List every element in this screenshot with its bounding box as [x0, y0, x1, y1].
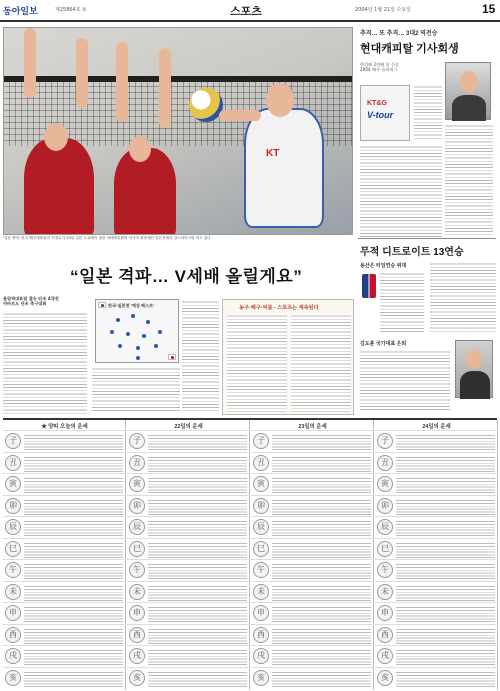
zodiac-sign-icon: 巳	[5, 541, 21, 557]
portrait-shirt	[452, 95, 486, 121]
horoscope-row	[251, 645, 374, 666]
player-portrait-2	[455, 340, 493, 398]
horoscope-row	[3, 473, 126, 494]
horoscope-text	[148, 520, 247, 536]
horoscope-text	[396, 542, 495, 558]
horoscope-text	[272, 477, 371, 493]
horoscope-column-title: ★ 양띠 오늘의 운세	[41, 424, 88, 430]
zodiac-sign-icon: 子	[377, 433, 393, 449]
zodiac-sign-icon: 辰	[377, 519, 393, 535]
zodiac-sign-icon: 子	[129, 433, 145, 449]
horoscope-row	[375, 495, 498, 516]
player-marker	[136, 356, 140, 360]
horoscope-text	[148, 606, 247, 622]
zodiac-sign-icon: 戌	[253, 648, 269, 664]
zodiac-sign-icon: 辰	[129, 519, 145, 535]
horoscope-row	[375, 645, 498, 666]
story-subhead-2b: 김도훈 국가대표 은퇴	[360, 341, 407, 347]
horoscope-text	[24, 585, 123, 601]
blocker-head	[44, 123, 68, 151]
horoscope-text	[148, 456, 247, 472]
zodiac-sign-icon: 巳	[377, 541, 393, 557]
horoscope-row	[251, 495, 374, 516]
zodiac-sign-icon: 未	[253, 584, 269, 600]
horoscope-row	[3, 452, 126, 473]
zodiac-sign-icon: 午	[377, 562, 393, 578]
horoscope-text	[24, 563, 123, 579]
spiker-head	[266, 83, 294, 117]
zodiac-sign-icon: 巳	[253, 541, 269, 557]
zodiac-sign-icon: 子	[5, 433, 21, 449]
horoscope-text	[148, 563, 247, 579]
blocker-arm	[159, 48, 171, 128]
newspaper-logo: 동아일보	[3, 6, 38, 16]
horoscope-text	[148, 434, 247, 450]
story-body-text	[414, 85, 442, 141]
player-marker	[158, 330, 162, 334]
zodiac-sign-icon: 寅	[129, 476, 145, 492]
horoscope-row	[251, 430, 374, 451]
zodiac-sign-icon: 戌	[129, 648, 145, 664]
zodiac-sign-icon: 辰	[5, 519, 21, 535]
horoscope-row	[127, 430, 250, 451]
horoscope-row	[127, 452, 250, 473]
horoscope-row	[127, 538, 250, 559]
japan-flag-icon	[168, 354, 176, 360]
horoscope-text	[396, 649, 495, 665]
horoscope-row	[375, 624, 498, 645]
horoscope-row	[3, 430, 126, 451]
horoscope-text	[396, 671, 495, 687]
story-body-text	[445, 124, 493, 236]
horoscope-text	[396, 499, 495, 515]
horoscope-text	[24, 542, 123, 558]
horoscope-text	[396, 456, 495, 472]
horoscope-row	[3, 495, 126, 516]
korea-flag-icon	[98, 302, 106, 308]
horoscope-text	[272, 671, 371, 687]
blocker-head	[129, 136, 151, 162]
main-story-body	[182, 300, 219, 413]
blocker-player	[24, 138, 94, 235]
nba-logo-icon	[362, 274, 376, 298]
horoscope-row	[127, 624, 250, 645]
horoscope-row	[127, 495, 250, 516]
horoscope-row	[251, 473, 374, 494]
badge-line-2: V-tour	[367, 110, 394, 120]
horoscope-row	[251, 452, 374, 473]
portrait-face	[460, 71, 478, 93]
horoscope-row	[3, 538, 126, 559]
horoscope-text	[272, 542, 371, 558]
horoscope-row	[127, 516, 250, 537]
issue-number: 제25864호 ②	[55, 7, 87, 13]
horoscope-row	[375, 473, 498, 494]
horoscope-text	[24, 499, 123, 515]
horoscope-text	[272, 606, 371, 622]
page-number: 15	[482, 2, 496, 16]
horoscope-text	[272, 628, 371, 644]
horoscope-text	[396, 628, 495, 644]
zodiac-sign-icon: 戌	[377, 648, 393, 664]
sports-sidebar	[222, 299, 354, 415]
horoscope-row	[375, 516, 498, 537]
masthead	[0, 0, 500, 22]
story-subhead-2a: 용산은 티임연승 위대	[360, 263, 407, 269]
sidebar-title: 농구·배구·씨름 - 스포츠는 계속된다	[239, 305, 319, 311]
player-portrait	[445, 62, 491, 120]
horoscope-column-title: 22일의 운세	[174, 424, 203, 430]
horoscope-row	[3, 516, 126, 537]
sidebar-body	[291, 314, 351, 412]
player-marker	[126, 332, 130, 336]
horoscope-row	[3, 559, 126, 580]
horoscope-row	[375, 559, 498, 580]
main-story-body	[3, 312, 87, 414]
horoscope-row	[251, 667, 374, 688]
story-body-text	[360, 350, 450, 412]
main-story-subhead: 올림픽대표팀 결승 단조 4경전 야바르도 단조 축구대회	[3, 296, 59, 307]
horoscope-text	[24, 606, 123, 622]
blocker-player	[114, 148, 176, 235]
horoscope-row	[3, 602, 126, 623]
horoscope-row	[127, 667, 250, 688]
story-body-text	[380, 272, 424, 334]
zodiac-sign-icon: 午	[129, 562, 145, 578]
horoscope-row	[127, 473, 250, 494]
horoscope-row	[127, 645, 250, 666]
horoscope-row	[3, 581, 126, 602]
horoscope-text	[24, 649, 123, 665]
spiker-arm	[219, 110, 261, 121]
horoscope-text	[24, 456, 123, 472]
story-title-2: 무적 디트로이트 13연승	[360, 247, 464, 258]
zodiac-sign-icon: 戌	[5, 648, 21, 664]
divider	[358, 238, 496, 239]
horoscope-row	[375, 430, 498, 451]
player-marker	[110, 330, 114, 334]
story-byline	[360, 62, 399, 73]
horoscope-column	[3, 420, 126, 690]
blocker-arm	[116, 42, 128, 122]
zodiac-sign-icon: 卯	[5, 498, 21, 514]
zodiac-sign-icon: 午	[5, 562, 21, 578]
horoscope-row	[375, 581, 498, 602]
zodiac-sign-icon: 午	[253, 562, 269, 578]
zodiac-sign-icon: 未	[129, 584, 145, 600]
horoscope-column-title: 23일의 운세	[298, 424, 327, 430]
horoscope-text	[396, 434, 495, 450]
horoscope-text	[272, 434, 371, 450]
player-marker	[142, 334, 146, 338]
zodiac-sign-icon: 寅	[5, 476, 21, 492]
zodiac-sign-icon: 亥	[377, 670, 393, 686]
blocker-arm	[24, 28, 36, 98]
formation-title: 한국-일본전 '예상 베스트'	[108, 303, 155, 308]
horoscope-text	[24, 520, 123, 536]
main-headline: “일본 격파… V세배 올릴게요”	[70, 267, 303, 286]
story-title: 현대캐피탈 기사회생	[360, 43, 459, 55]
player-marker	[146, 320, 150, 324]
zodiac-sign-icon: 酉	[5, 627, 21, 643]
horoscope-text	[148, 499, 247, 515]
horoscope-row	[251, 602, 374, 623]
spiker-player	[244, 108, 324, 228]
kt-logo: KT	[266, 148, 280, 159]
zodiac-sign-icon: 丑	[253, 455, 269, 471]
horoscope-row	[127, 559, 250, 580]
zodiac-sign-icon: 巳	[129, 541, 145, 557]
horoscope-text	[272, 456, 371, 472]
horoscope-row	[251, 581, 374, 602]
zodiac-sign-icon: 酉	[377, 627, 393, 643]
zodiac-sign-icon: 卯	[253, 498, 269, 514]
horoscope-text	[148, 542, 247, 558]
portrait-face	[466, 349, 482, 369]
horoscope-row	[375, 452, 498, 473]
horoscope-text	[148, 585, 247, 601]
section-title: 스포츠	[230, 6, 262, 18]
horoscope-text	[272, 520, 371, 536]
horoscope-text	[396, 585, 495, 601]
zodiac-sign-icon: 亥	[5, 670, 21, 686]
horoscope-column	[375, 420, 498, 690]
player-marker	[136, 346, 140, 350]
horoscope-text	[148, 628, 247, 644]
horoscope-text	[272, 649, 371, 665]
horoscope-text	[396, 477, 495, 493]
formation-map	[95, 299, 179, 363]
zodiac-sign-icon: 未	[377, 584, 393, 600]
issue-date: 2004년 1월 21일 수요일	[355, 7, 412, 13]
zodiac-sign-icon: 酉	[253, 627, 269, 643]
zodiac-sign-icon: 卯	[377, 498, 393, 514]
zodiac-sign-icon: 未	[5, 584, 21, 600]
horoscope-column-title: 24일의 운세	[422, 424, 451, 430]
horoscope-row	[375, 538, 498, 559]
horoscope-section	[3, 418, 497, 688]
horoscope-text	[272, 499, 371, 515]
story-kicker: 추격… 또 추격… 3대2 역전승	[360, 31, 438, 37]
player-marker	[131, 314, 135, 318]
zodiac-sign-icon: 酉	[129, 627, 145, 643]
zodiac-sign-icon: 寅	[253, 476, 269, 492]
horoscope-text	[272, 585, 371, 601]
zodiac-sign-icon: 亥	[253, 670, 269, 686]
main-story-body	[92, 367, 180, 413]
player-marker	[154, 344, 158, 348]
horoscope-text	[148, 649, 247, 665]
horoscope-row	[251, 624, 374, 645]
horoscope-column	[127, 420, 250, 690]
horoscope-text	[24, 477, 123, 493]
volleyball	[189, 88, 223, 122]
zodiac-sign-icon: 申	[253, 605, 269, 621]
zodiac-sign-icon: 辰	[253, 519, 269, 535]
story-body-text	[430, 262, 496, 334]
player-marker	[116, 318, 120, 322]
zodiac-sign-icon: 卯	[129, 498, 145, 514]
horoscope-row	[127, 602, 250, 623]
zodiac-sign-icon: 丑	[377, 455, 393, 471]
story-subhead: 한전에 2연패 뒤 신승 2004 배구 슈퍼리그	[360, 62, 400, 73]
zodiac-sign-icon: 丑	[129, 455, 145, 471]
photo-caption: '일본 꺾어' 한국 배구대표팀의 이경수가 20일 일본 도쿄에서 열린 아테네올림픽 아시아 최종예선 일본전에서 강스파이크를 하고 있다.	[3, 236, 212, 240]
horoscope-text	[396, 520, 495, 536]
zodiac-sign-icon: 丑	[5, 455, 21, 471]
zodiac-sign-icon: 申	[5, 605, 21, 621]
horoscope-text	[396, 563, 495, 579]
horoscope-text	[396, 606, 495, 622]
portrait-shirt	[460, 371, 490, 399]
main-photo	[3, 27, 353, 235]
zodiac-sign-icon: 申	[129, 605, 145, 621]
horoscope-text	[24, 628, 123, 644]
horoscope-text	[272, 563, 371, 579]
horoscope-text	[148, 477, 247, 493]
horoscope-row	[251, 538, 374, 559]
horoscope-row	[375, 667, 498, 688]
horoscope-row	[3, 667, 126, 688]
sidebar-body	[227, 314, 287, 412]
kt-vtour-badge	[360, 85, 410, 141]
horoscope-text	[24, 434, 123, 450]
horoscope-row	[3, 624, 126, 645]
horoscope-column	[251, 420, 374, 690]
horoscope-row	[375, 602, 498, 623]
story-body-text	[360, 145, 442, 237]
badge-line-1: KT&G	[367, 100, 387, 107]
zodiac-sign-icon: 申	[377, 605, 393, 621]
horoscope-row	[251, 516, 374, 537]
zodiac-sign-icon: 寅	[377, 476, 393, 492]
horoscope-row	[251, 559, 374, 580]
horoscope-row	[127, 581, 250, 602]
horoscope-row	[3, 645, 126, 666]
blocker-arm	[76, 38, 88, 108]
zodiac-sign-icon: 子	[253, 433, 269, 449]
horoscope-text	[148, 671, 247, 687]
zodiac-sign-icon: 亥	[129, 670, 145, 686]
horoscope-text	[24, 671, 123, 687]
player-marker	[118, 344, 122, 348]
